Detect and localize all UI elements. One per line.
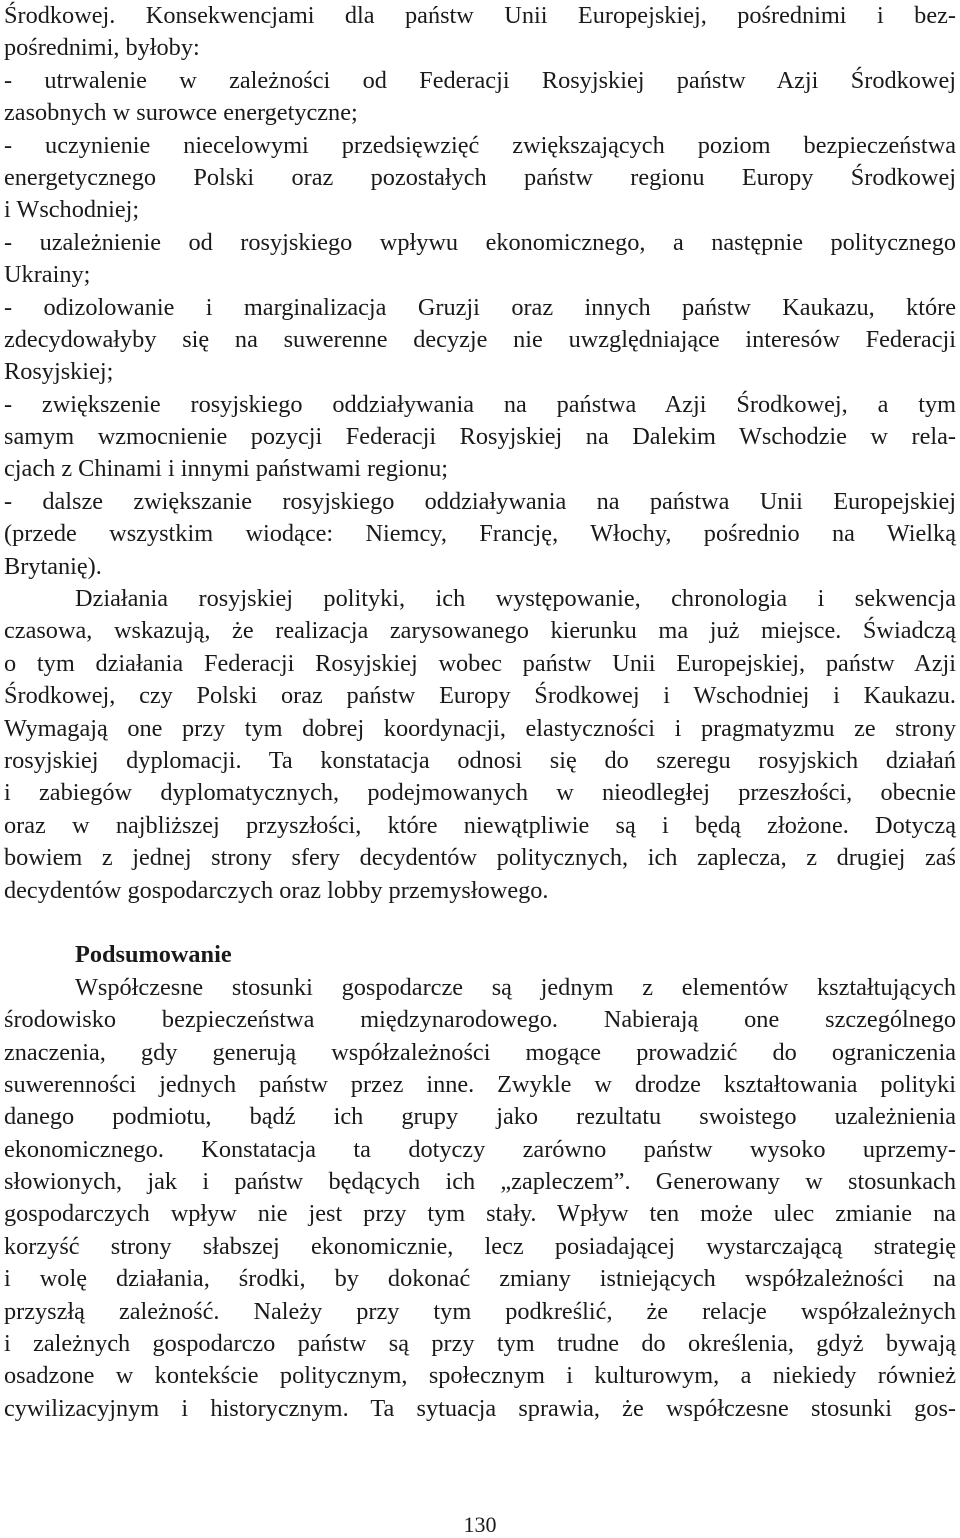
text-line: czasowa, wskazują, że realizacja zarysowanego kierunku ma już miejsce. Świadczą [4,617,956,645]
text-line: Ukrainy; [4,261,91,289]
text-line: energetycznego Polski oraz pozostałych państw regionu Europy Środkowej [4,163,956,191]
text-line: i wolę działania, środki, by dokonać zmiany istniejących współzależności na [4,1265,956,1293]
text-line: decydentów gospodarczych oraz lobby przemysłowego. [4,876,549,904]
text-line: Środkowej, czy Polski oraz państw Europy Środkowej i Wschodniej i Kaukazu. [4,682,956,710]
text-line: ekonomicznego. Konstatacja ta dotyczy zarówno państw wysoko uprzemy- [4,1135,956,1163]
text-line: osadzone w kontekście politycznym, społecznym i kulturowym, a niekiedy również [4,1362,956,1390]
text-line: przyszłą zależność. Należy przy tym podkreślić, że relacje współzależnych [4,1297,956,1325]
text-line: - utrwalenie w zależności od Federacji Rosyjskiej państw Azji Środkowej [4,66,956,94]
section-heading: Podsumowanie [75,941,232,969]
text-line: środowisko bezpieczeństwa międzynarodowego. Nabierają one szczególnego [4,1006,956,1034]
text-line: samym wzmocnienie pozycji Federacji Rosyjskiej na Dalekim Wschodzie w rela- [4,423,956,451]
text-line: danego podmiotu, bądź ich grupy jako rezultatu swoistego uzależnienia [4,1103,956,1131]
text-line: bowiem z jednej strony sfery decydentów politycznych, ich zaplecza, z drugiej zaś [4,844,956,872]
text-line: i zabiegów dyplomatycznych, podejmowanych w nieodległej przeszłości, obecnie [4,779,956,807]
text-line: gospodarczych wpływ nie jest przy tym stały. Wpływ ten może ulec zmianie na [4,1200,956,1228]
text-line: oraz w najbliższej przyszłości, które niewątpliwie są i będą złożone. Dotyczą [4,811,956,839]
text-line: i zależnych gospodarczo państw są przy tym trudne do określenia, gdyż bywają [4,1330,956,1358]
text-line: - uzależnienie od rosyjskiego wpływu ekonomicznego, a następnie politycznego [4,228,956,256]
text-line: (przede wszystkim wiodące: Niemcy, Francję, Włochy, pośrednio na Wielką [4,520,956,548]
text-line: suwerenności jednych państw przez inne. Zwykle w drodze kształtowania polityki [4,1070,956,1098]
text-line: pośrednimi, byłoby: [4,34,200,62]
text-line: - zwiększenie rosyjskiego oddziaływania na państwa Azji Środkowej, a tym [4,390,956,418]
text-line: Rosyjskiej; [4,358,114,386]
section-gap [4,907,956,939]
text-line: zdecydowałyby się na suwerenne decyzje nie uwzględniające interesów Federacji [4,325,956,353]
text-line: - dalsze zwiększanie rosyjskiego oddziaływania na państwa Unii Europejskiej [4,487,956,515]
text-line: korzyść strony słabszej ekonomicznie, lecz posiadającej wystarczającą strategię [4,1232,956,1260]
body-text-block-1 [4,0,956,907]
page-number: 130 [463,1512,497,1537]
text-line: - odizolowanie i marginalizacja Gruzji oraz innych państw Kaukazu, które [4,293,956,321]
text-line: znaczenia, gdy generują współzależności mogące prowadzić do ograniczenia [4,1038,956,1066]
text-line: Współczesne stosunki gospodarcze są jednym z elementów kształtujących [75,973,956,1001]
body-text-block-2 [4,972,956,1425]
text-line: i Wschodniej; [4,196,140,224]
text-line: rosyjskiej dyplomacji. Ta konstatacja odnosi się do szeregu rosyjskich działań [4,746,956,774]
text-line: Brytanię). [4,552,102,580]
text-line: cjach z Chinami i innymi państwami regionu; [4,455,448,483]
text-line: o tym działania Federacji Rosyjskiej wobec państw Unii Europejskiej, państw Azji [4,649,956,677]
text-line: Działania rosyjskiej polityki, ich występowanie, chronologia i sekwencja [75,585,956,613]
text-line: Wymagają one przy tym dobrej koordynacji, elastyczności i pragmatyzmu ze strony [4,714,956,742]
text-line: słowionych, jak i państw będących ich „zapleczem”. Generowany w stosunkach [4,1168,956,1196]
text-line: zasobnych w surowce energetyczne; [4,99,358,127]
text-column [4,0,956,1425]
text-line: - uczynienie niecelowymi przedsięwzięć zwiększających poziom bezpieczeństwa [4,131,956,159]
text-line: cywilizacyjnym i historycznym. Ta sytuacja sprawia, że współczesne stosunki gos- [4,1394,956,1422]
text-line: Środkowej. Konsekwencjami dla państw Unii Europejskiej, pośrednimi i bez- [4,2,956,29]
